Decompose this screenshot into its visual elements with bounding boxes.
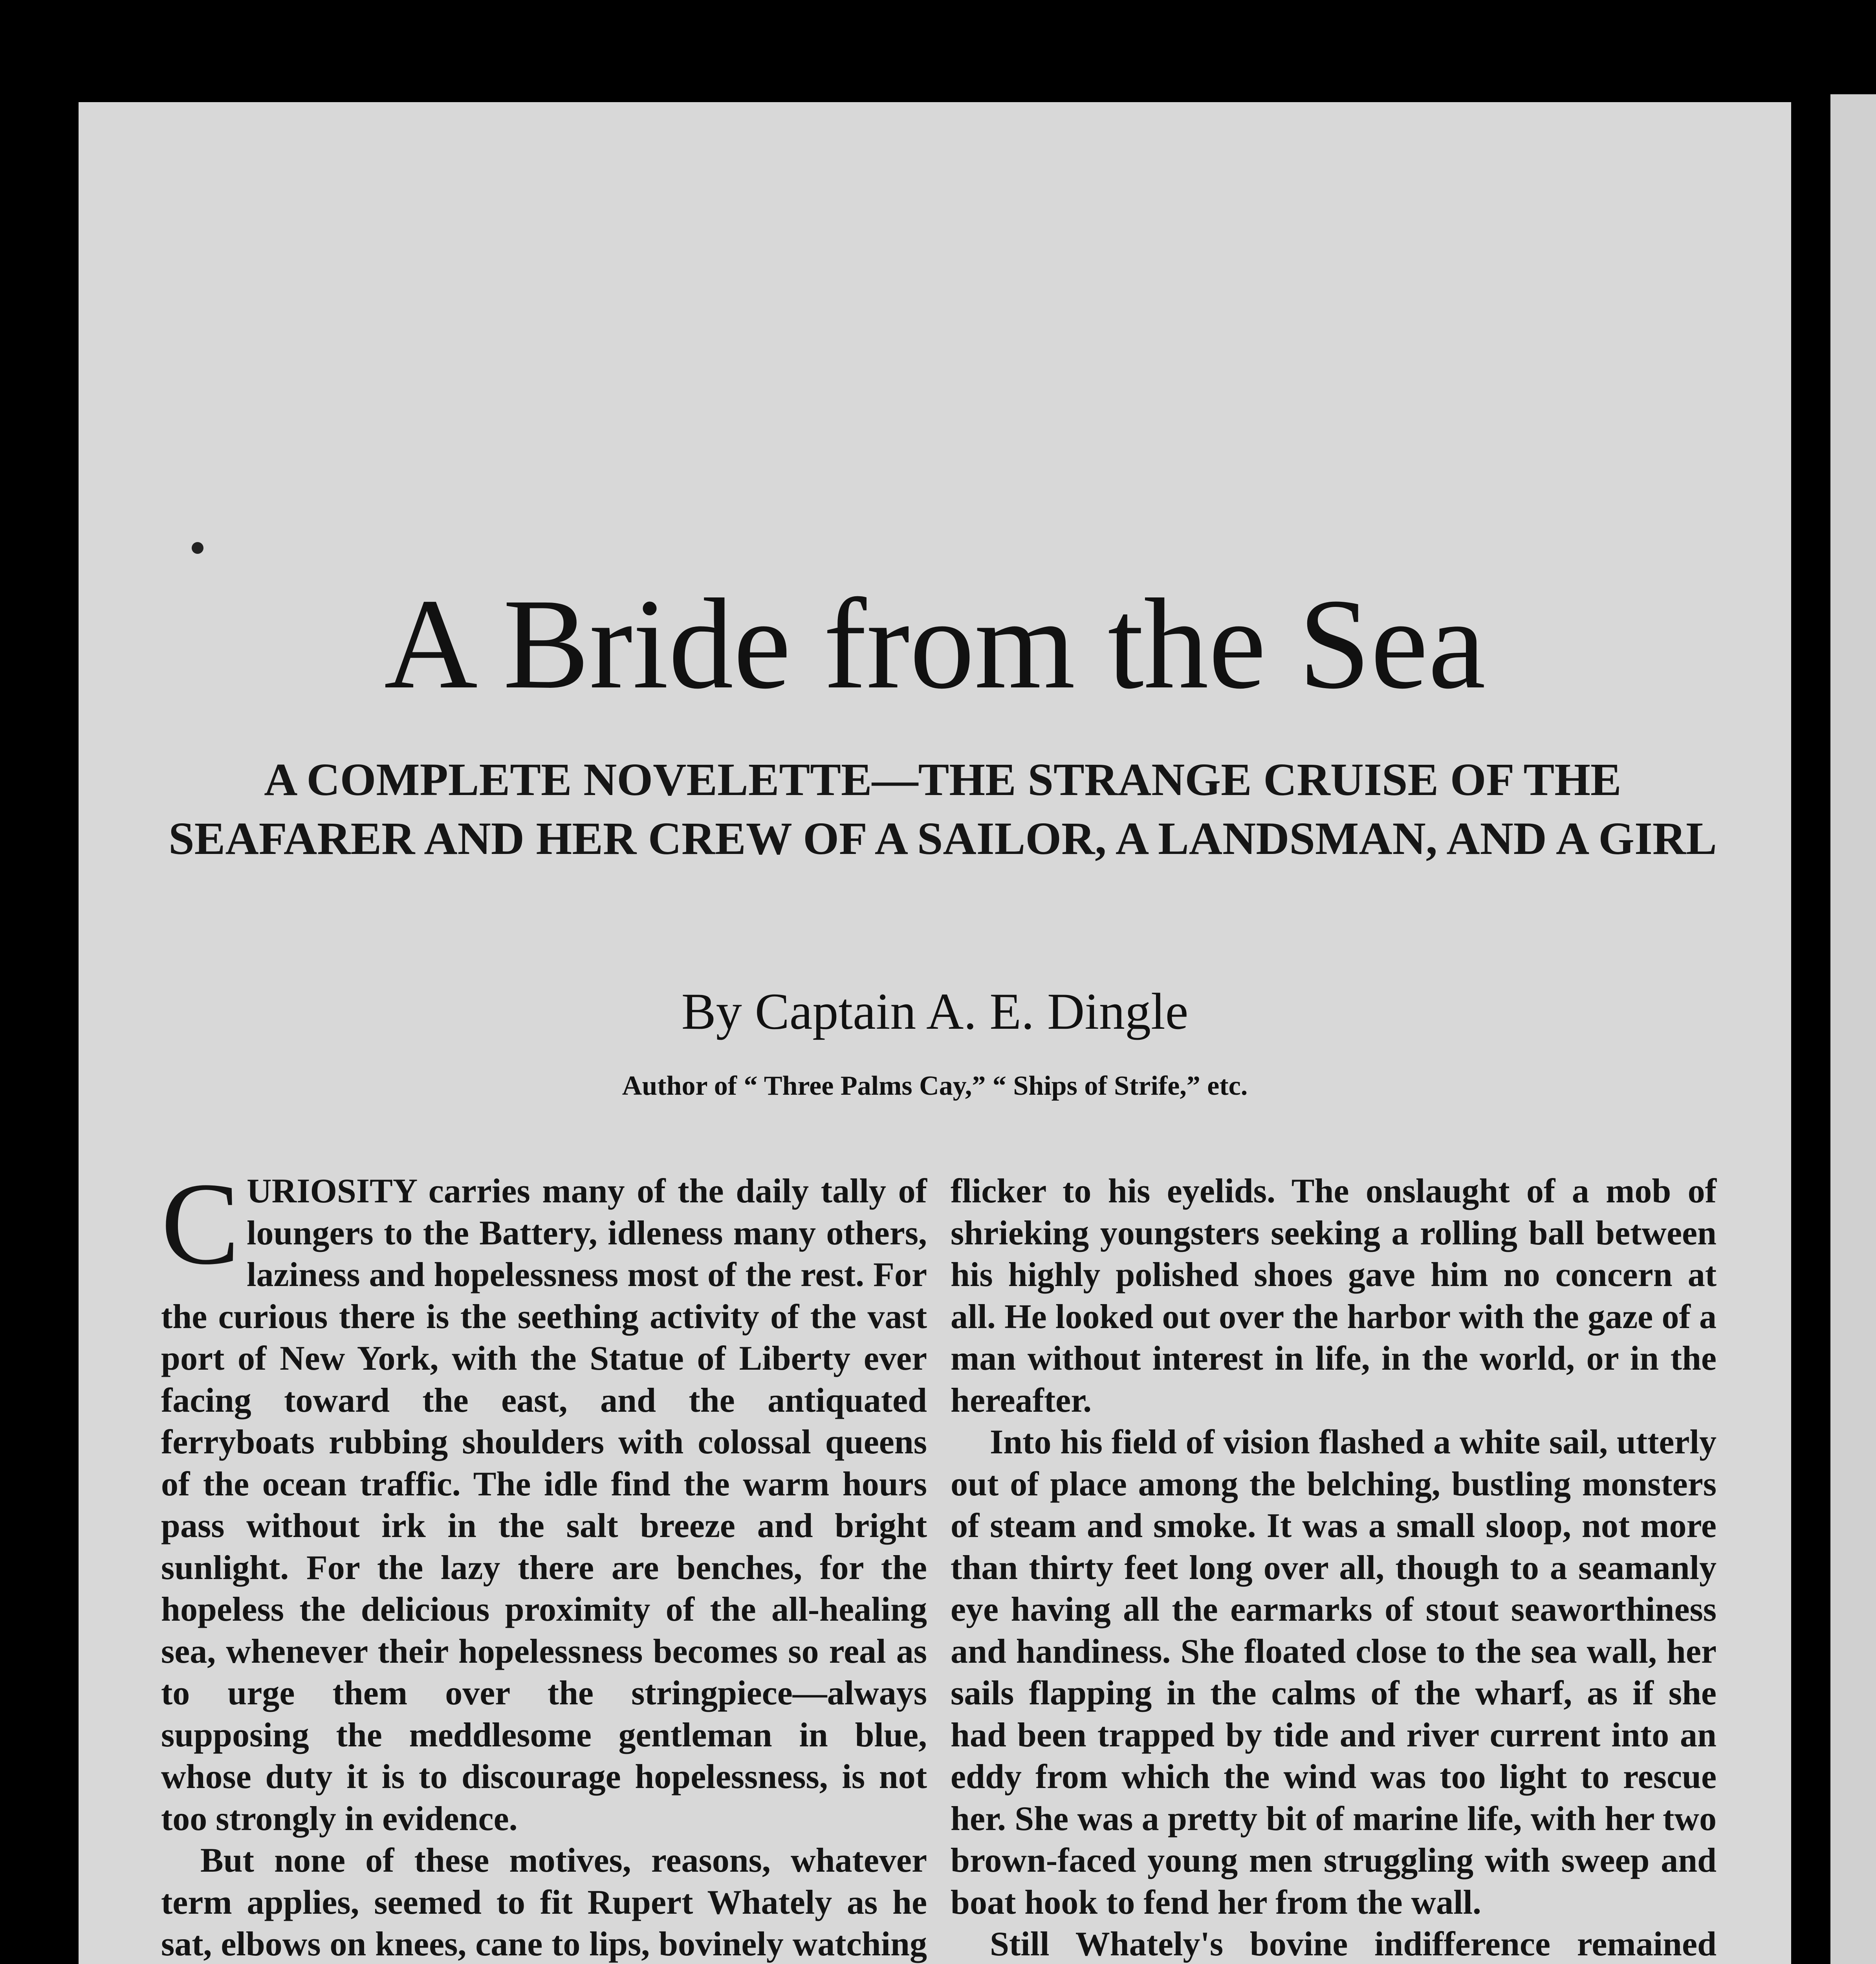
facing-page-edge [1830, 94, 1876, 1964]
paragraph [161, 1158, 927, 1840]
paragraph: flicker to his eyelids. The onslaught of a mob of shrieking youngsters seeking a rolling ball between his highly polished shoes gave him no concern at all. He looked out over the harbor with the gaze of a man without interest in life, in the world, or in the hereafter. [951, 1172, 1717, 1420]
story-subtitle: A COMPLETE NOVELETTE—THE STRANGE CRUISE OF THE SEAFARER AND HER CREW OF A SAILOR, A LANDSMAN, AND A GIRL [169, 754, 1717, 864]
paragraph: Into his field of vision flashed a white sail, utterly out of place among the belching, bustling monsters of steam and smoke. It was a small sloop, not more than thirty feet long over all, though to a seamanly eye having all the earmarks of stout seaworthiness and handiness. She floated close to the sea wall, her sails flapping in the calms of the wharf, as if she had been trapped by tide and river current into an eddy from which the wind was too light to rescue her. She was a pretty bit of marine life, with her two brown-faced young men struggling with sweep and boat hook to fend her from the wall. [951, 1423, 1717, 1922]
magazine-page [79, 102, 1791, 1964]
left-column [161, 1158, 927, 1964]
byline: By Captain A. E. Dingle [681, 982, 1189, 1040]
right-column [951, 1171, 1717, 1964]
ink-dot [192, 542, 203, 554]
paragraph: Still Whately's bovine indifference remained [990, 1925, 1717, 1963]
author-note: Author of “ Three Palms Cay,” “ Ships of Strife,” etc. [622, 1071, 1248, 1101]
story-title: A Bride from the Sea [384, 572, 1486, 716]
paragraph-text: URIOSITY carries many of the daily tally of loungers to the Battery, idleness many others, laziness and hopelessness most of the rest. For the curious there is the seething activity of the vast port of New York, with the Statue of Liberty ever facing toward the east, and the antiquated ferryboats rubbing shoulders with colossal queens of the ocean traffic. The idle find the warm hours pass without irk in the salt breeze and bright sunlight. For the lazy there are benches, for the hopeless the delicious proximity of the all-healing sea, whenever their hopelessness becomes so real as to urge them over the stringpiece—always supposing the meddlesome gentleman in blue, whose duty it is to discourage hopelessness, is not too strongly in evidence. [161, 1172, 927, 1838]
drop-cap: C [161, 1158, 240, 1289]
paragraph: But none of these motives, reasons, whatever term applies, seemed to fit Rupert Whately as he sat, elbows on knees, cane to lips, bovinely watching [161, 1841, 927, 1963]
